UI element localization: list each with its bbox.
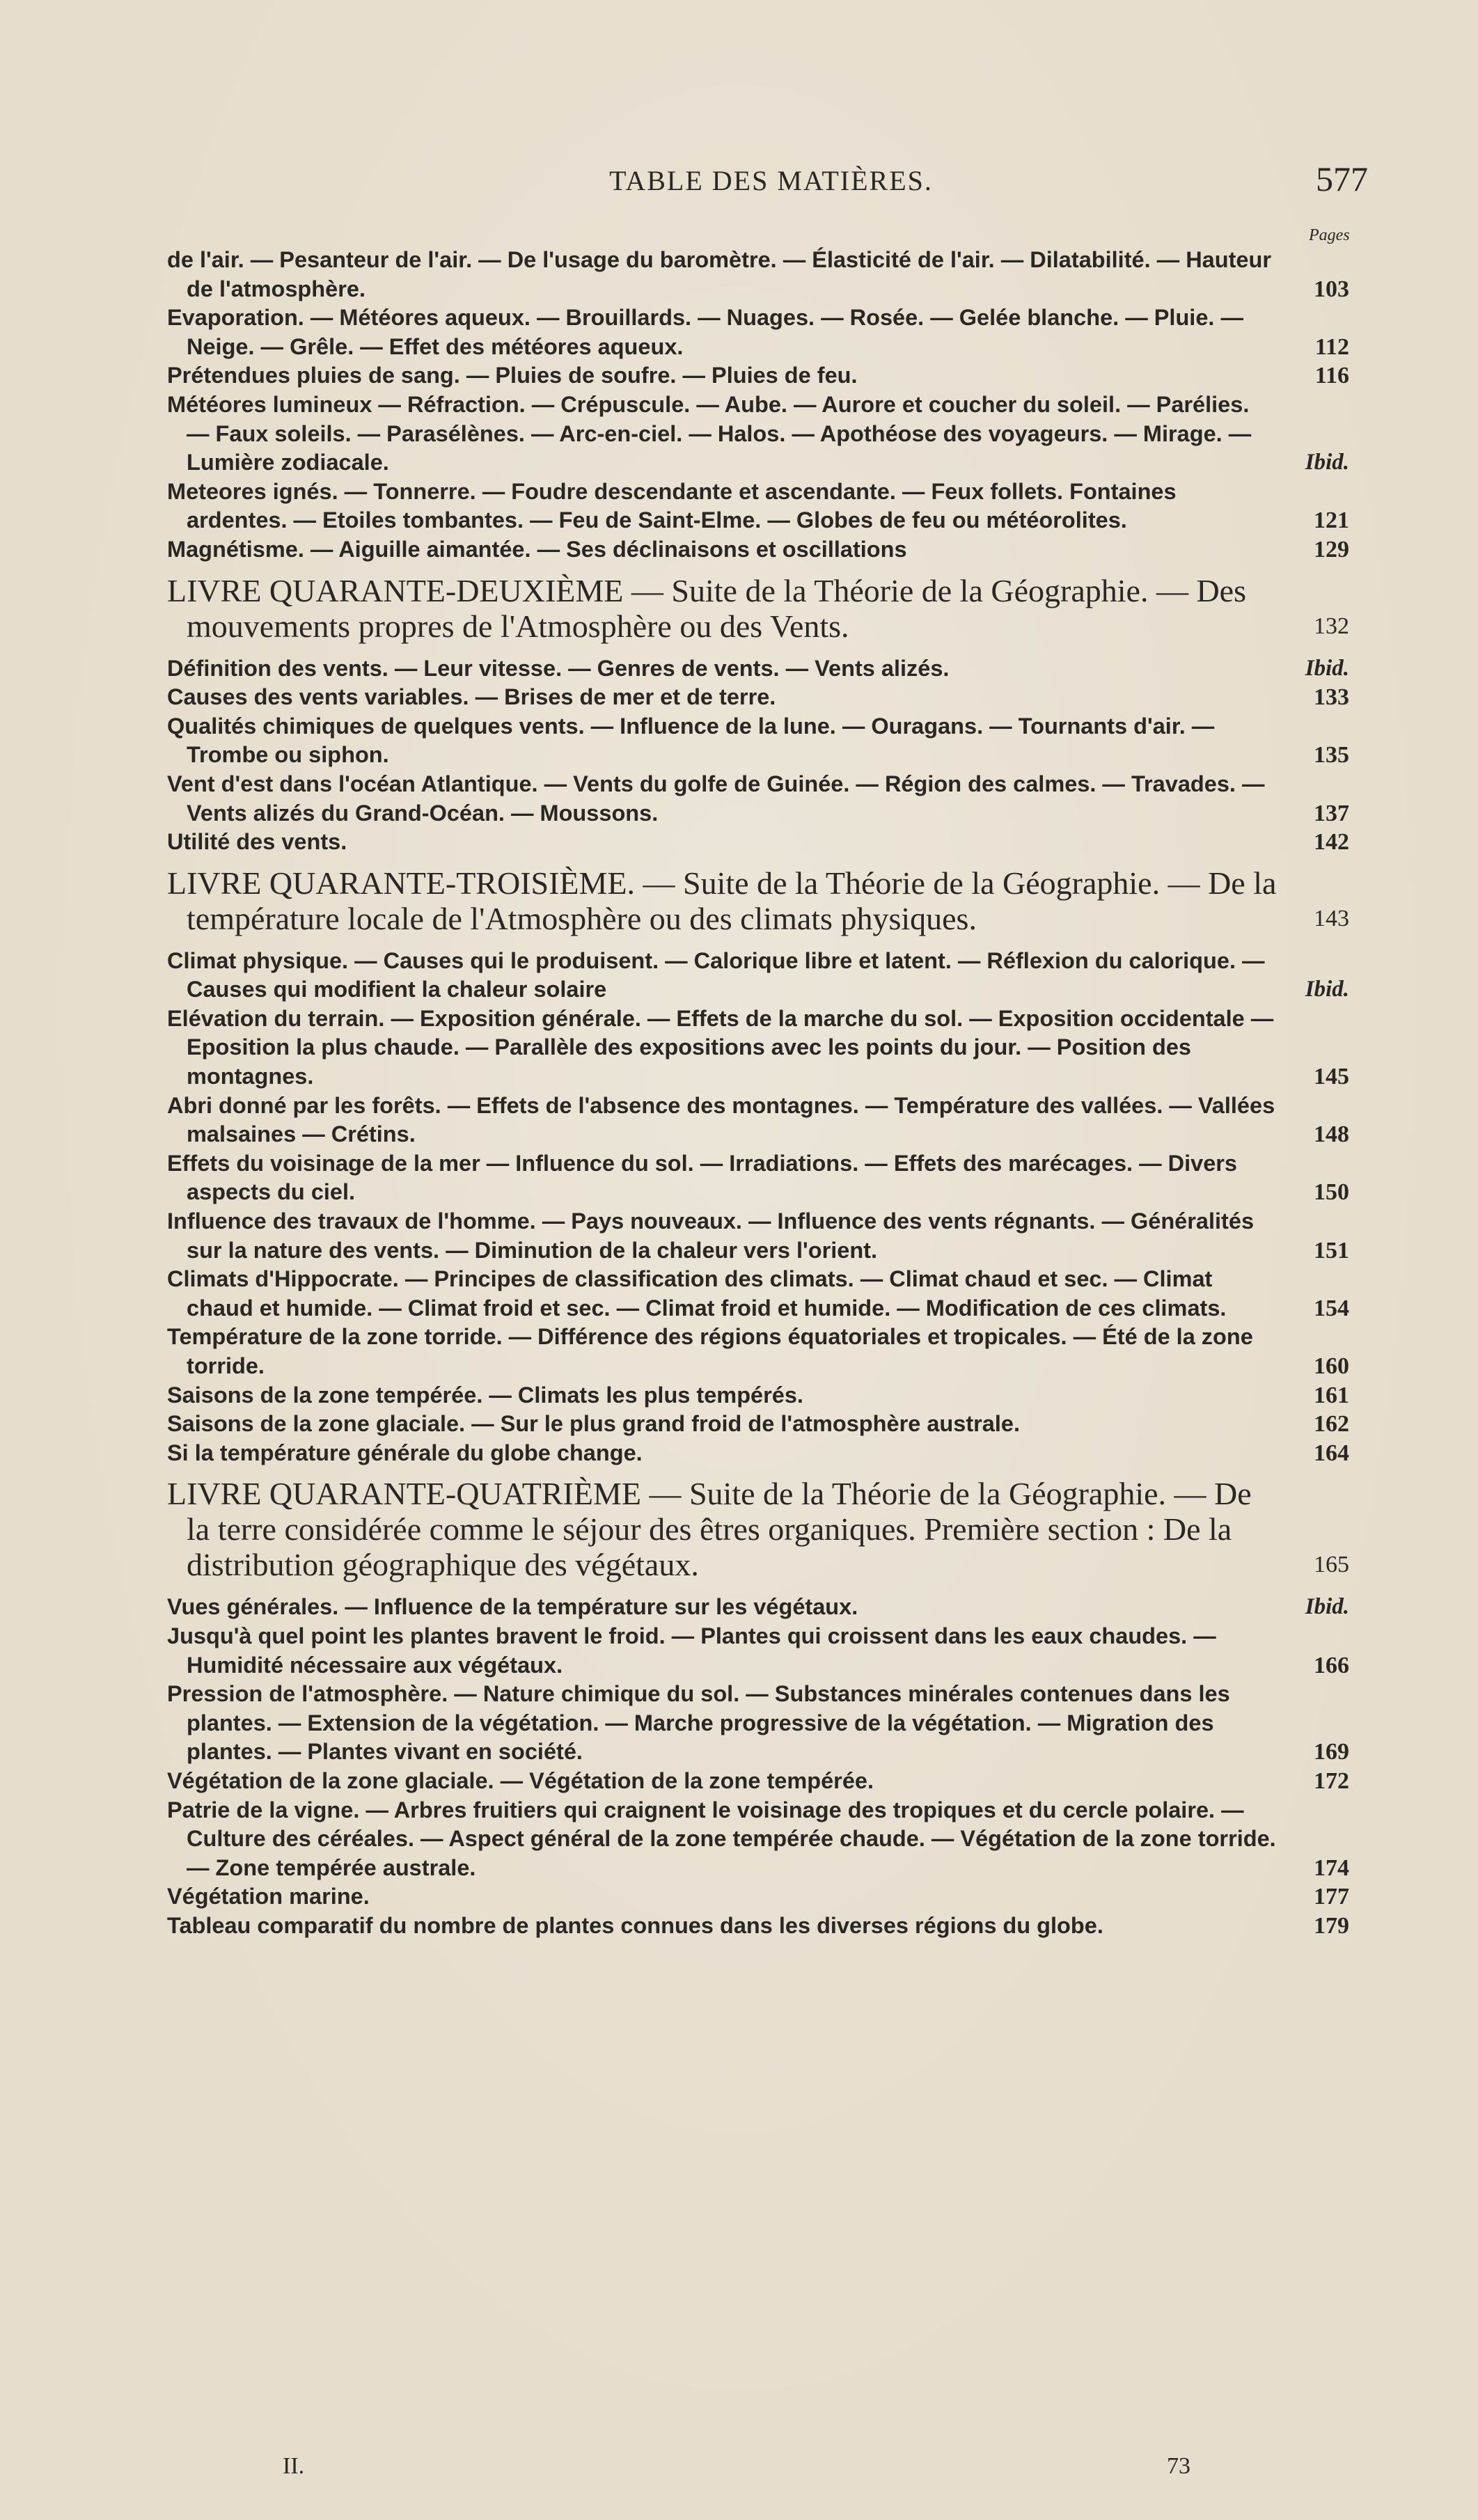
toc-entry-text: Utilité des vents. <box>167 829 347 855</box>
toc-page-number: 166 <box>1314 1652 1349 1678</box>
toc-page-number: 177 <box>1314 1884 1349 1910</box>
toc-entry-text: Vues générales. — Influence de la température sur les végétaux. <box>167 1594 858 1620</box>
page-title: TABLE DES MATIÈRES. <box>609 165 933 196</box>
book-heading-text: LIVRE QUARANTE-QUATRIÈME — Suite de la Théorie de la Géographie. — De la terre considérée comme le séjour des êtres organiques. Première section : De la distribution géographique des végétaux. <box>167 1476 1252 1583</box>
toc-page-number: Ibid. <box>1305 450 1349 475</box>
toc-entry <box>167 770 1349 828</box>
page-number: 577 <box>1316 159 1368 198</box>
toc-page-number: 169 <box>1314 1739 1349 1765</box>
toc-page-number: 133 <box>1314 684 1349 711</box>
toc-page-number: 121 <box>1314 507 1349 534</box>
toc-entry-text: Tableau comparatif du nombre de plantes connues dans les diverses régions du globe. <box>167 1912 1103 1938</box>
signature-mark: 73 <box>1167 2453 1190 2479</box>
table-of-contents <box>167 246 1349 1941</box>
toc-page-number: Ibid. <box>1305 1594 1349 1620</box>
toc-entry-text: Causes des vents variables. — Brises de mer et de terre. <box>167 684 776 710</box>
toc-entry-text: de l'air. — Pesanteur de l'air. — De l'usage du baromètre. — Élasticité de l'air. — Dilatabilité. — Hauteur de l'atmosphère. <box>167 247 1271 301</box>
toc-entry-text: Meteores ignés. — Tonnerre. — Foudre descendante et ascendante. — Feux follets. Fontaines ardentes. — Etoiles tombantes. — Feu de Saint-Elme. — Globes de feu ou météorolites. <box>167 478 1177 533</box>
toc-page-number: 132 <box>1314 613 1349 639</box>
toc-page-number: 112 <box>1314 333 1349 360</box>
toc-entry <box>167 683 1349 712</box>
toc-entry-text: Végétation de la zone glaciale. — Végétation de la zone tempérée. <box>167 1767 874 1793</box>
toc-entry-text: Abri donné par les forêts. — Effets de l'absence des montagnes. — Température des vallées. — Vallées malsaines — Crétins. <box>167 1092 1275 1147</box>
toc-page-number: 150 <box>1314 1179 1349 1206</box>
toc-page-number: 135 <box>1314 742 1349 769</box>
toc-entry <box>167 654 1349 684</box>
book-heading-text: LIVRE QUARANTE-DEUXIÈME — Suite de la Théorie de la Géographie. — Des mouvements propres de l'Atmosphère ou des Vents. <box>167 572 1246 644</box>
toc-entry-text: Evaporation. — Météores aqueux. — Brouillards. — Nuages. — Rosée. — Gelée blanche. — Pluie. — Neige. — Grêle. — Effet des météores aqueux. <box>167 305 1243 359</box>
toc-entry-text: Magnétisme. — Aiguille aimantée. — Ses déclinaisons et oscillations <box>167 536 907 562</box>
toc-page-number: 151 <box>1314 1237 1349 1263</box>
toc-entry-text: Saisons de la zone tempérée. — Climats les plus tempérés. <box>167 1382 803 1408</box>
toc-entry <box>167 1439 1349 1468</box>
toc-page-number: 142 <box>1314 829 1349 856</box>
toc-entry-text: Pression de l'atmosphère. — Nature chimique du sol. — Substances minérales contenues dans les plantes. — Extension de la végétation. — Marche progressive de la végétation. — Migration des plantes. — Plantes vivant en société. <box>167 1681 1230 1765</box>
toc-page-number: Ibid. <box>1305 655 1349 681</box>
toc-entry <box>167 1265 1349 1323</box>
running-header <box>167 159 1375 206</box>
toc-entry <box>167 535 1349 565</box>
toc-page-number: 172 <box>1314 1767 1349 1794</box>
toc-page-number: 179 <box>1314 1912 1349 1939</box>
toc-page-number: 145 <box>1314 1064 1349 1090</box>
toc-page-number: 160 <box>1314 1353 1349 1379</box>
toc-entry <box>167 1410 1349 1439</box>
toc-entry-text: Climats d'Hippocrate. — Principes de classification des climats. — Climat chaud et sec. — Climat chaud et humide. — Climat froid et sec. — Climat froid et humide. — Modification de ces climats. <box>167 1266 1227 1321</box>
book-heading-text: LIVRE QUARANTE-TROISIÈME. — Suite de la Théorie de la Géographie. — De la température locale de l'Atmosphère ou des climats physiques. <box>167 865 1277 936</box>
toc-page-number: 161 <box>1314 1382 1349 1408</box>
toc-entry-text: Influence des travaux de l'homme. — Pays nouveaux. — Influence des vents régnants. — Généralités sur la nature des vents. — Diminution de la chaleur vers l'orient. <box>167 1208 1255 1263</box>
toc-entry <box>167 1882 1349 1912</box>
toc-entry <box>167 1622 1349 1680</box>
toc-entry <box>167 1796 1349 1883</box>
volume-number: II. <box>283 2453 305 2479</box>
toc-entry-text: Climat physique. — Causes qui le produisent. — Calorique libre et latent. — Réflexion du calorique. — Causes qui modifient la chaleur solaire <box>167 947 1265 1002</box>
toc-entry <box>167 391 1349 478</box>
toc-entry-text: Végétation marine. <box>167 1884 370 1909</box>
toc-entry <box>167 304 1349 361</box>
toc-entry <box>167 712 1349 770</box>
toc-entry-text: Prétendues pluies de sang. — Pluies de soufre. — Pluies de feu. <box>167 363 858 388</box>
toc-entry <box>167 1767 1349 1796</box>
toc-page-number: 148 <box>1314 1121 1349 1148</box>
toc-entry-text: Jusqu'à quel point les plantes bravent le froid. — Plantes qui croissent dans les eaux chaudes. — Humidité nécessaire aux végétaux. <box>167 1623 1216 1678</box>
toc-page-number: 116 <box>1314 363 1349 389</box>
toc-page-number: 137 <box>1314 800 1349 826</box>
toc-entry <box>167 1680 1349 1767</box>
page-footer <box>283 2453 1327 2488</box>
toc-entry-text: Si la température générale du globe change. <box>167 1440 643 1465</box>
toc-entry <box>167 1149 1349 1207</box>
toc-page-number: 129 <box>1314 536 1349 562</box>
toc-page-number: 103 <box>1314 276 1349 302</box>
toc-entry <box>167 1207 1349 1265</box>
toc-entry <box>167 1593 1349 1622</box>
book-heading <box>167 572 1349 644</box>
toc-page-number: Ibid. <box>1305 977 1349 1002</box>
toc-page-number: 174 <box>1314 1854 1349 1881</box>
toc-page-number: 154 <box>1314 1295 1349 1321</box>
book-heading <box>167 865 1349 936</box>
toc-entry <box>167 1323 1349 1380</box>
toc-entry-text: Saisons de la zone glaciale. — Sur le plus grand froid de l'atmosphère australe. <box>167 1411 1021 1437</box>
toc-entry-text: Qualités chimiques de quelques vents. — Influence de la lune. — Ouragans. — Tournants d'air. — Trombe ou siphon. <box>167 713 1215 768</box>
toc-entry-text: Patrie de la vigne. — Arbres fruitiers qui craignent le voisinage des tropiques et du cercle polaire. — Culture des céréales. — Aspect général de la zone tempérée chaude. — Végétation de la zone torride. — Zone tempérée australe. <box>167 1797 1276 1880</box>
toc-entry <box>167 947 1349 1005</box>
toc-page-number: 143 <box>1314 905 1349 931</box>
toc-page-number: 162 <box>1314 1411 1349 1438</box>
toc-entry <box>167 828 1349 857</box>
toc-entry-text: Température de la zone torride. — Différence des régions équatoriales et tropicales. — Été de la zone torride. <box>167 1324 1253 1378</box>
toc-entry-text: Vent d'est dans l'océan Atlantique. — Vents du golfe de Guinée. — Région des calmes. — Travades. — Vents alizés du Grand-Océan. — Moussons. <box>167 771 1265 826</box>
toc-entry-text: Effets du voisinage de la mer — Influence du sol. — Irradiations. — Effets des marécages. — Divers aspects du ciel. <box>167 1150 1237 1205</box>
toc-page-number: 165 <box>1314 1552 1349 1578</box>
toc-page-number: 164 <box>1314 1440 1349 1466</box>
toc-entry-text: Météores lumineux — Réfraction. — Crépuscule. — Aube. — Aurore et coucher du soleil. — Parélies. — Faux soleils. — Parasélènes. — Arc-en-ciel. — Halos. — Apothéose des voyageurs. — Mirage. — Lumière zodiacale. <box>167 391 1252 475</box>
toc-entry <box>167 1092 1349 1149</box>
toc-entry <box>167 1005 1349 1092</box>
book-heading <box>167 1476 1349 1583</box>
toc-entry <box>167 246 1349 304</box>
toc-entry-text: Définition des vents. — Leur vitesse. — Genres de vents. — Vents alizés. <box>167 655 950 681</box>
toc-entry-text: Elévation du terrain. — Exposition générale. — Effets de la marche du sol. — Exposition occidentale — Eposition la plus chaude. — Parallèle des expositions avec les points du jour. — Position des montagnes. <box>167 1005 1274 1089</box>
pages-column-label: Pages <box>1309 226 1350 244</box>
toc-entry <box>167 1912 1349 1941</box>
toc-entry <box>167 1381 1349 1410</box>
toc-entry <box>167 478 1349 535</box>
toc-entry <box>167 361 1349 391</box>
